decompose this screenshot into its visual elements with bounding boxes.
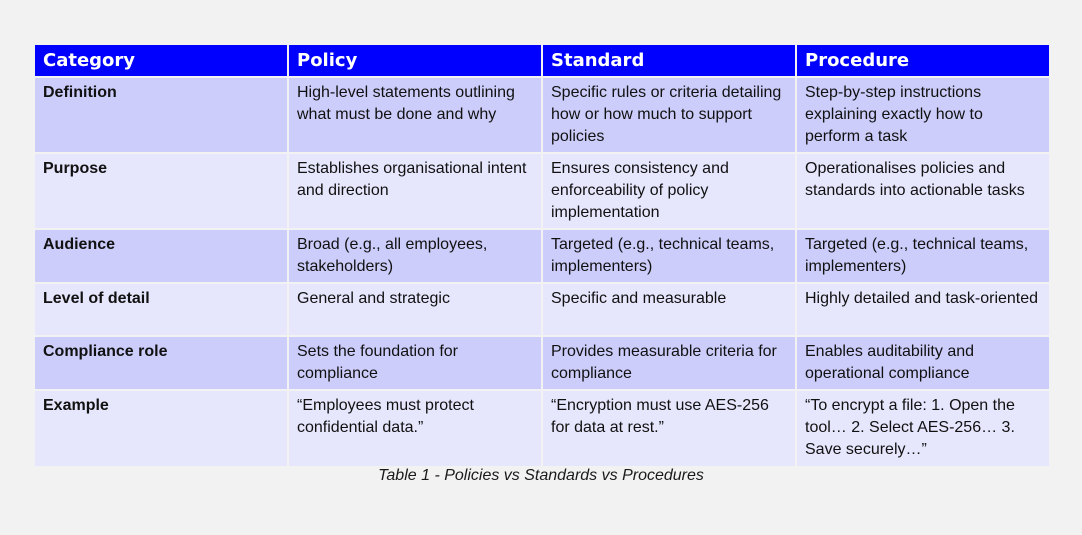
cell-policy: “Employees must protect confidential data.” [288,390,542,467]
policies-standards-procedures-table [33,43,1051,468]
cell-policy: General and strategic [288,283,542,336]
cell-procedure: Operationalises policies and standards into actionable tasks [796,153,1050,229]
cell-procedure: Enables auditability and operational compliance [796,336,1050,390]
header-policy: Policy [288,44,542,77]
row-label: Definition [34,77,288,153]
row-label: Example [34,390,288,467]
row-label: Level of detail [34,283,288,336]
cell-policy: Sets the foundation for compliance [288,336,542,390]
cell-standard: Targeted (e.g., technical teams, implementers) [542,229,796,283]
row-label: Audience [34,229,288,283]
cell-standard: Provides measurable criteria for compliance [542,336,796,390]
table-row-audience [34,229,1050,283]
header-procedure: Procedure [796,44,1050,77]
cell-standard: Specific and measurable [542,283,796,336]
table-row-level-of-detail [34,283,1050,336]
comparison-table-container [33,43,1049,468]
cell-procedure: Highly detailed and task-oriented [796,283,1050,336]
table-row-purpose [34,153,1050,229]
row-label: Compliance role [34,336,288,390]
cell-procedure: Targeted (e.g., technical teams, implementers) [796,229,1050,283]
cell-standard: Specific rules or criteria detailing how or how much to support policies [542,77,796,153]
cell-standard: “Encryption must use AES-256 for data at rest.” [542,390,796,467]
cell-policy: Broad (e.g., all employees, stakeholders) [288,229,542,283]
table-row-definition [34,77,1050,153]
header-standard: Standard [542,44,796,77]
table-row-example [34,390,1050,467]
cell-policy: Establishes organisational intent and direction [288,153,542,229]
cell-policy: High-level statements outlining what must be done and why [288,77,542,153]
cell-procedure: Step-by-step instructions explaining exactly how to perform a task [796,77,1050,153]
table-header-row [34,44,1050,77]
table-row-compliance-role [34,336,1050,390]
cell-standard: Ensures consistency and enforceability of policy implementation [542,153,796,229]
row-label: Purpose [34,153,288,229]
header-category: Category [34,44,288,77]
cell-procedure: “To encrypt a file: 1. Open the tool… 2. Select AES-256… 3. Save securely…” [796,390,1050,467]
table-caption: Table 1 - Policies vs Standards vs Procedures [378,467,704,484]
